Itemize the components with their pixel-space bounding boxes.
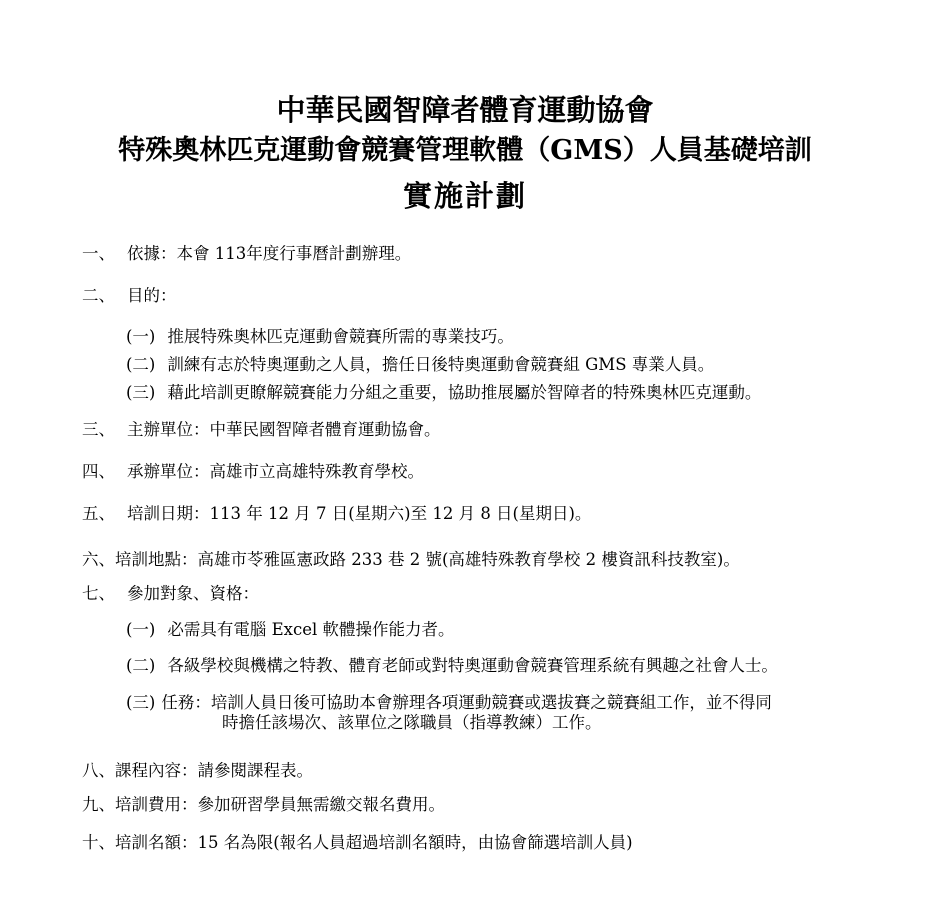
section-text: 培訓日期：113 年 12 月 7 日(星期六)至 12 月 8 日(星期日)。 [127, 504, 592, 523]
purpose-item-1 [126, 326, 514, 348]
document-subtitle: 特殊奧林匹克運動會競賽管理軟體（GMS）人員基礎培訓 [118, 135, 812, 166]
section-number: 三、 [82, 420, 115, 439]
document-plan-heading: 實施計劃 [402, 179, 527, 213]
section-number: 十、 [82, 833, 115, 852]
item-number: (一) [126, 327, 156, 346]
section-purpose [82, 285, 177, 307]
eligibility-item-3 [126, 692, 772, 714]
section-number: 五、 [82, 504, 115, 523]
eligibility-item-3-continuation [222, 712, 602, 734]
item-number: (三) [126, 693, 156, 712]
section-text: 承辦單位：高雄市立高雄特殊教育學校。 [127, 462, 424, 481]
purpose-item-3 [126, 382, 761, 404]
item-text: 各級學校與機構之特教、體育老師或對特奧運動會競賽管理系統有興趣之社會人士。 [167, 656, 778, 675]
section-basis [82, 243, 411, 265]
section-training-location [82, 549, 740, 571]
item-text: 必需具有電腦 Excel 軟體操作能力者。 [167, 620, 455, 639]
item-text: 推展特殊奧林匹克運動會競賽所需的專業技巧。 [167, 327, 514, 346]
document-title: 中華民國智障者體育運動協會 [276, 93, 654, 127]
section-training-quota [82, 832, 633, 854]
item-text: 任務：培訓人員日後可協助本會辦理各項運動競賽或選拔賽之競賽組工作，並不得同 [161, 693, 772, 712]
section-number: 二、 [82, 286, 115, 305]
item-number: (二) [126, 355, 156, 374]
eligibility-item-1 [126, 619, 455, 641]
section-course-content [82, 760, 313, 782]
section-text: 培訓費用：參加研習學員無需繳交報名費用。 [115, 795, 445, 814]
section-training-fee [82, 794, 445, 816]
section-text: 依據：本會 113年度行事曆計劃辦理。 [127, 244, 412, 263]
item-text: 時擔任該場次、該單位之隊職員（指導教練）工作。 [222, 713, 602, 732]
eligibility-item-2 [126, 655, 778, 677]
section-text: 目的： [127, 286, 177, 305]
section-number: 九、 [82, 795, 115, 814]
item-text: 藉此培訓更瞭解競賽能力分組之重要，協助推展屬於智障者的特殊奧林匹克運動。 [167, 383, 762, 402]
section-organizer [82, 419, 441, 441]
section-text: 課程內容：請參閱課程表。 [115, 761, 313, 780]
purpose-item-2 [126, 354, 714, 376]
section-number: 四、 [82, 462, 115, 481]
section-number: 一、 [82, 244, 115, 263]
section-host [82, 461, 424, 483]
section-text: 培訓名額：15 名為限(報名人員超過培訓名額時，由協會篩選培訓人員) [115, 833, 633, 852]
section-text: 主辦單位：中華民國智障者體育運動協會。 [127, 420, 441, 439]
item-number: (三) [126, 383, 156, 402]
section-text: 培訓地點：高雄市苓雅區憲政路 233 巷 2 號(高雄特殊教育學校 2 樓資訊科技教室)。 [115, 550, 740, 569]
section-eligibility [82, 583, 259, 605]
section-number: 六、 [82, 550, 115, 569]
item-number: (一) [126, 620, 156, 639]
section-text: 參加對象、資格： [127, 584, 259, 603]
item-text: 訓練有志於特奧運動之人員，擔任日後特奧運動會競賽組 GMS 專業人員。 [167, 355, 715, 374]
section-number: 七、 [82, 584, 115, 603]
section-number: 八、 [82, 761, 115, 780]
section-training-date [82, 503, 591, 525]
item-number: (二) [126, 656, 156, 675]
